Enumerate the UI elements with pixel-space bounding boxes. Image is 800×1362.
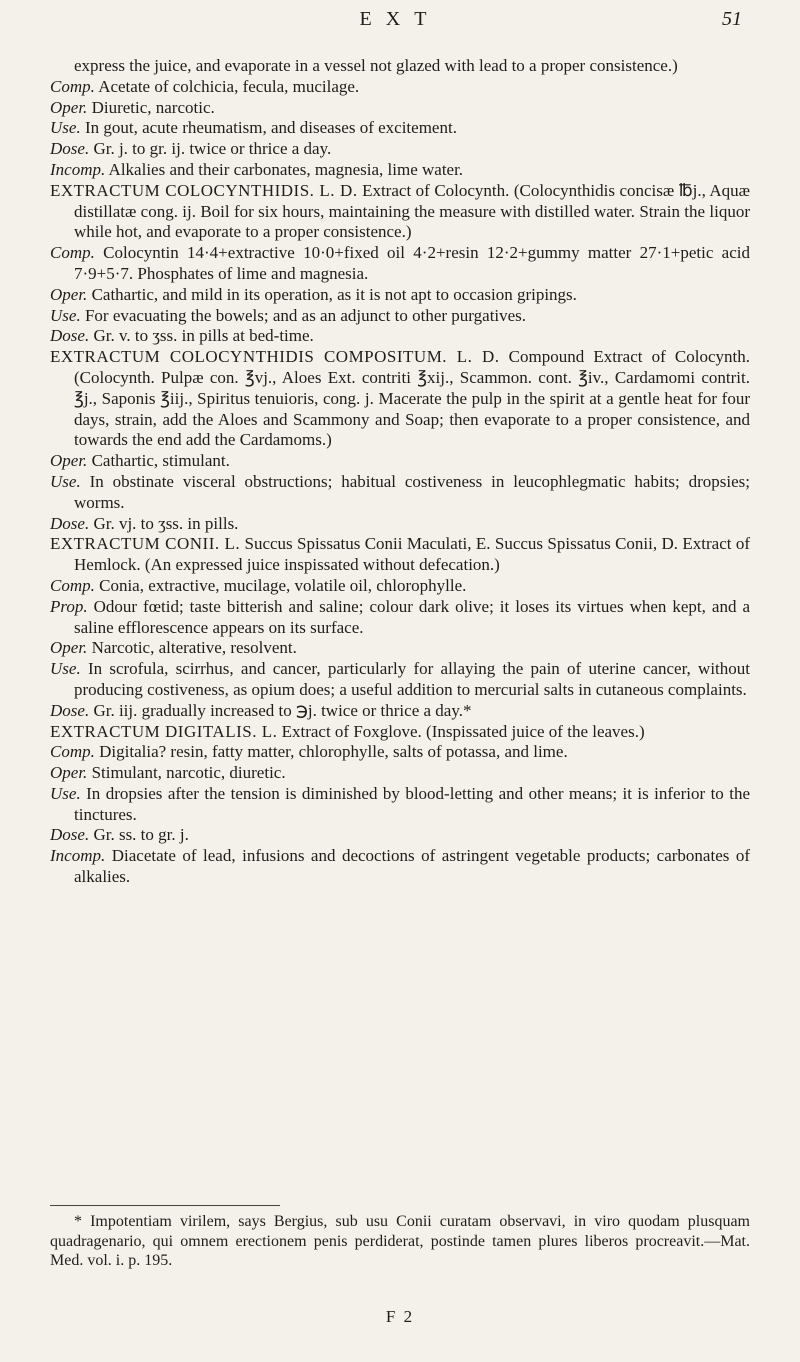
entry-heading: EXTRACTUM COLOCYNTHIDIS. L. D. — [50, 180, 358, 200]
entry-paragraph — [50, 722, 750, 743]
entry-paragraph — [50, 534, 750, 576]
entry-label: Oper. — [50, 763, 88, 783]
entry-paragraph — [50, 742, 750, 763]
entry-paragraph — [50, 98, 750, 119]
entry-paragraph — [50, 514, 750, 535]
footnote-divider — [50, 1205, 280, 1206]
entry-label: Dose. — [50, 513, 90, 533]
entry-paragraph — [50, 326, 750, 347]
entry-paragraph — [50, 451, 750, 472]
entry-label: Use. — [50, 659, 81, 679]
entry-paragraph — [50, 347, 750, 451]
entry-label: Oper. — [50, 451, 88, 471]
entry-paragraph — [50, 243, 750, 285]
entry-paragraph — [50, 784, 750, 826]
entry-label: Dose. — [50, 700, 90, 720]
entry-paragraph — [50, 160, 750, 181]
entry-text: In gout, acute rheumatism, and diseases of excitement. — [84, 118, 457, 138]
entry-text: Extract of Foxglove. (Inspissated juice of the leaves.) — [281, 721, 645, 741]
entry-text: In dropsies after the tension is diminished by blood-letting and other means; it is inferior to the tinctures. — [74, 783, 750, 824]
entry-text: Gr. iij. gradually increased to ℈j. twice or thrice a day.* — [93, 700, 472, 720]
entry-text: Gr. vj. to ʒss. in pills. — [93, 513, 239, 533]
entry-text: Conia, extractive, mucilage, volatile oil, chlorophylle. — [99, 575, 467, 595]
entry-label: Incomp. — [50, 159, 106, 179]
entry-text: Stimulant, narcotic, diuretic. — [91, 763, 286, 783]
entry-label: Use. — [50, 118, 81, 138]
entry-label: Use. — [50, 783, 81, 803]
entry-text: In scrofula, scirrhus, and cancer, particularly for allaying the pain of uterine cancer, without producing costiveness, as opium does; a useful addition to mercurial salts in cutaneous complaints. — [74, 659, 750, 699]
entry-paragraph — [50, 576, 750, 597]
entry-paragraph — [50, 472, 750, 514]
entry-text: Alkalies and their carbonates, magnesia, lime water. — [108, 159, 464, 179]
signature-mark: F 2 — [385, 1307, 415, 1326]
entry-paragraph — [50, 825, 750, 846]
entry-paragraph — [50, 659, 750, 701]
entry-paragraph — [50, 763, 750, 784]
entry-label: Use. — [50, 471, 81, 491]
entry-paragraph — [50, 181, 750, 243]
footnote — [50, 1212, 750, 1271]
entry-text: Compound Extract of Colocynth. (Colocynth. Pulpæ con. ℥vj., Aloes Ext. contriti ℥xij., Scammon. cont. ℥iv., Cardamomi contrit. ℥j., Saponis ℥iij., Spiritus tenuioris, cong. j. Macerate the pulp in the spirit at a gentle heat for four days, strain, add the Aloes and Scammony and Soap; then evaporate to a proper consistence, and towards the end add the Cardamoms.) — [74, 347, 750, 450]
entry-text: Gr. j. to gr. ij. twice or thrice a day. — [93, 139, 332, 159]
entry-text: In obstinate visceral obstructions; habitual costiveness in leucophlegmatic habits; dropsies; worms. — [74, 471, 750, 512]
header-title: EXT — [359, 8, 441, 30]
page-number: 51 — [722, 8, 742, 30]
entry-label: Dose. — [50, 139, 90, 159]
entry-label: Oper. — [50, 97, 88, 117]
entry-text: Colocyntin 14·4+extractive 10·0+fixed oil 4·2+resin 12·2+gummy matter 27·1+petic acid 7·9+5·7. Phosphates of lime and magnesia. — [74, 243, 750, 283]
page-body — [50, 56, 750, 888]
entry-text: Cathartic, stimulant. — [91, 451, 230, 471]
entry-text: Digitalia? resin, fatty matter, chlorophylle, salts of potassa, and lime. — [99, 742, 568, 762]
entry-paragraph — [50, 118, 750, 139]
entry-text: Extract of Colocynth. (Colocynthidis concisæ ℔j., Aquæ distillatæ cong. ij. Boil for six hours, maintaining the measure with distilled water. Strain the liquor while hot, and evaporate to a proper consistence.) — [74, 180, 751, 242]
running-header — [50, 8, 750, 38]
entry-label: Dose. — [50, 825, 90, 845]
entry-label: Dose. — [50, 326, 90, 346]
entry-label: Incomp. — [50, 846, 106, 866]
entry-label: Oper. — [50, 284, 88, 304]
entry-heading: EXTRACTUM CONII. L. — [50, 534, 241, 554]
entry-text: express the juice, and evaporate in a vessel not glazed with lead to a proper consistence.) — [74, 56, 678, 75]
entry-label: Use. — [50, 305, 81, 325]
entry-text: For evacuating the bowels; and as an adjunct to other purgatives. — [84, 305, 527, 325]
entry-text: Cathartic, and mild in its operation, as it is not apt to occasion gripings. — [91, 284, 577, 304]
entry-paragraph — [50, 638, 750, 659]
entry-paragraph — [50, 306, 750, 327]
entry-label: Comp. — [50, 76, 95, 96]
entry-paragraph — [50, 701, 750, 722]
entry-paragraph — [50, 139, 750, 160]
entry-label: Comp. — [50, 575, 95, 595]
entry-label: Comp. — [50, 243, 95, 263]
entry-heading: EXTRACTUM DIGITALIS. L. — [50, 721, 278, 741]
entry-text: Acetate of colchicia, fecula, mucilage. — [98, 76, 360, 96]
entry-text: Succus Spissatus Conii Maculati, E. Succus Spissatus Conii, D. Extract of Hemlock. (An expressed juice inspissated without defecation.) — [74, 534, 750, 575]
entry-text: Odour fœtid; taste bitterish and saline; colour dark olive; it loses its virtues when kept, and a saline efflorescence appears on its surface. — [74, 596, 750, 637]
entry-paragraph — [50, 846, 750, 888]
entry-text: Gr. v. to ʒss. in pills at bed-time. — [93, 326, 314, 346]
entry-text: Narcotic, alterative, resolvent. — [91, 638, 297, 658]
entry-text: Diuretic, narcotic. — [91, 97, 215, 117]
footnote-text: * Impotentiam virilem, says Bergius, sub usu Conii curatam observavi, in viro quodam plusquam quadragenario, qui omnem erectionem penis perdiderat, postinde tamen plures liberos procreavit.—Mat. Med. vol. i. p. 195. — [50, 1213, 750, 1269]
entry-text: Diacetate of lead, infusions and decoctions of astringent vegetable products; carbonates of alkalies. — [74, 846, 751, 887]
entry-label: Prop. — [50, 596, 88, 616]
entry-paragraph — [50, 77, 750, 98]
entry-label: Comp. — [50, 742, 95, 762]
entry-label: Oper. — [50, 638, 88, 658]
entry-paragraph — [50, 56, 750, 77]
entry-text: Gr. ss. to gr. j. — [93, 825, 189, 845]
entry-paragraph — [50, 597, 750, 639]
entry-paragraph — [50, 285, 750, 306]
entry-heading: EXTRACTUM COLOCYNTHIDIS COMPOSITUM. L. D. — [50, 347, 500, 367]
